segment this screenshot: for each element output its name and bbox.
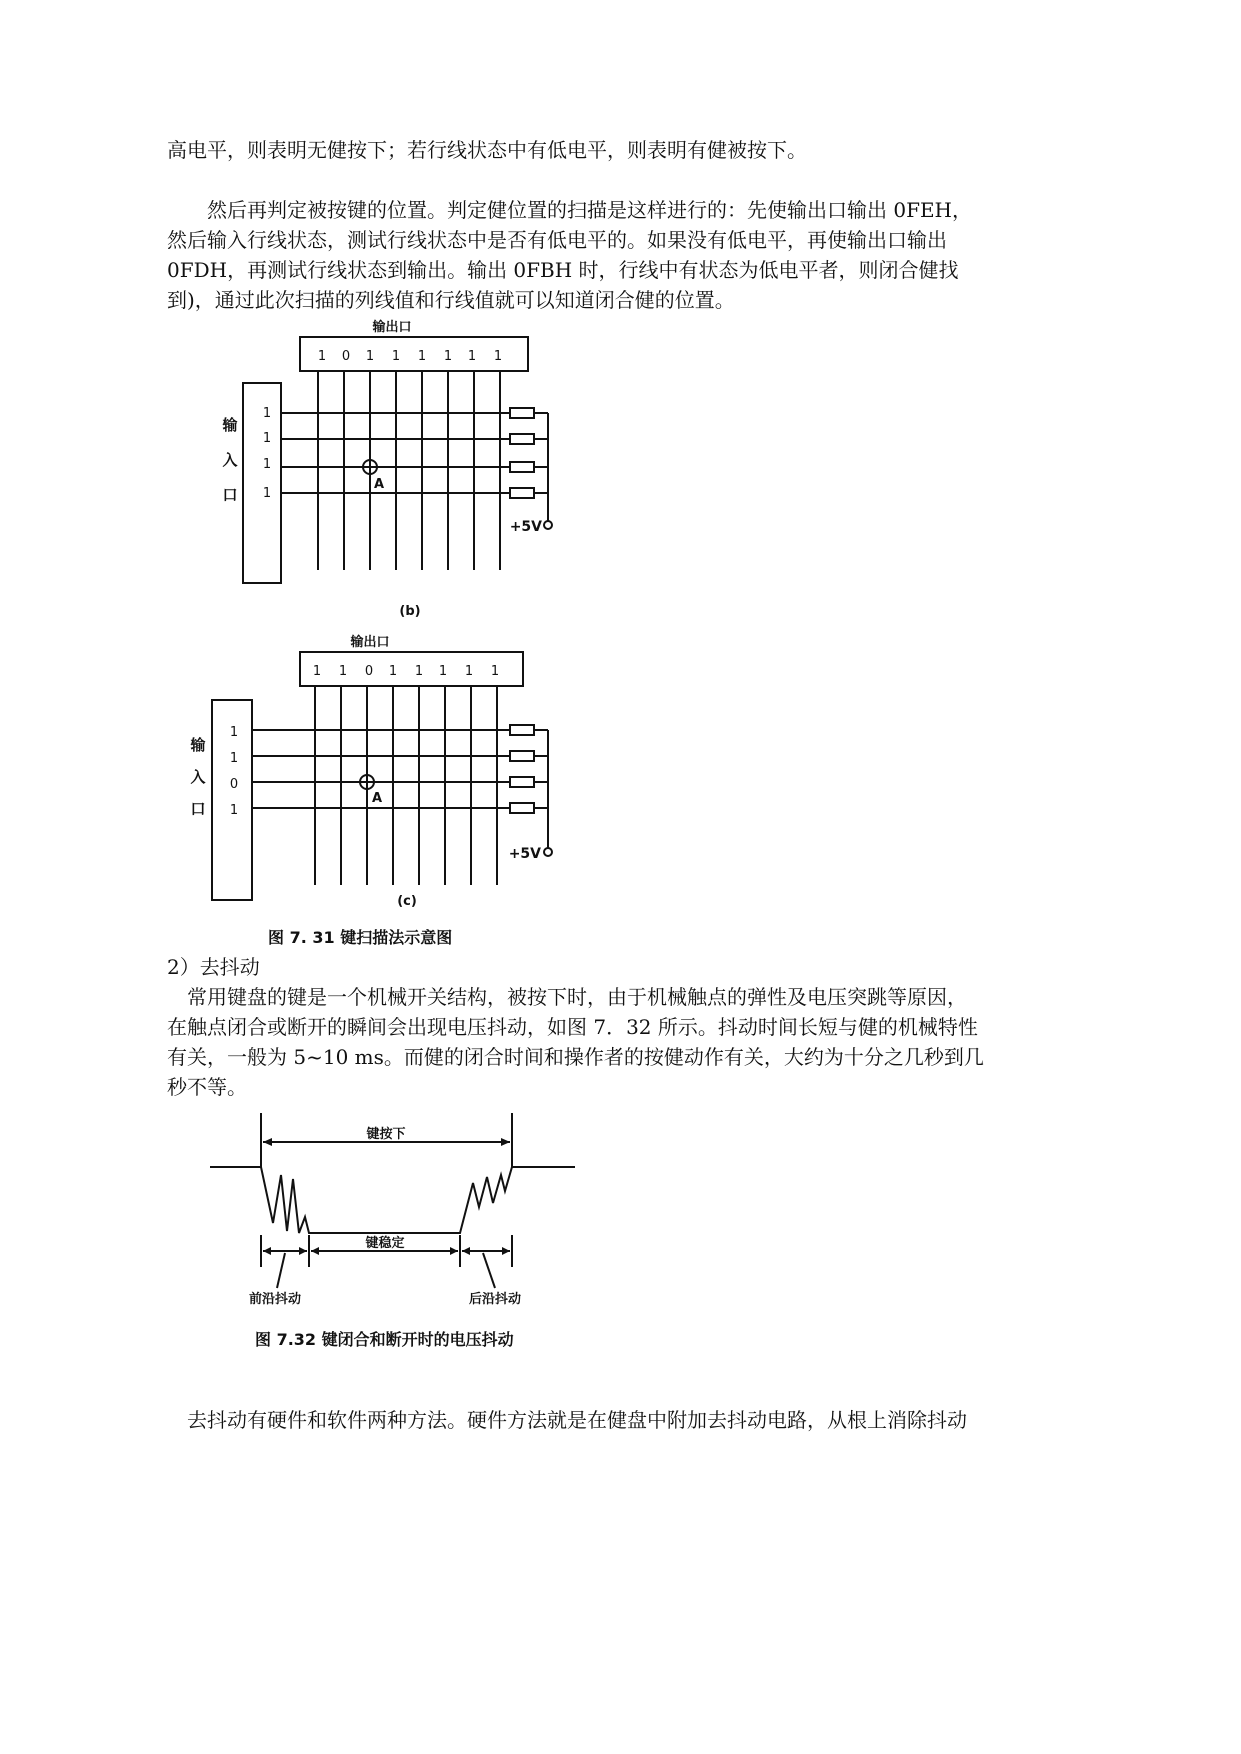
output-bit: 1 [338, 664, 348, 679]
key-point-a [363, 460, 377, 474]
output-port-label: 输出口 [372, 320, 412, 335]
input-port-char: 输 [190, 736, 206, 754]
input-port-char: 口 [190, 800, 206, 818]
column-lines [318, 371, 500, 570]
supply-label: +5V [508, 846, 541, 862]
leader-line [277, 1253, 285, 1288]
input-bit: 1 [262, 486, 272, 501]
voltage-waveform [210, 1167, 575, 1233]
output-bit: 1 [443, 349, 453, 364]
figure-caption: 图 7.32 键闭合和断开时的电压抖动 [255, 1330, 514, 1349]
output-bit: 1 [490, 664, 500, 679]
paragraph-line: 然后输入行线状态，测试行线状态中是否有低电平的。如果没有低电平，再使输出口输出 [167, 228, 947, 252]
paragraph-line: 然后再判定被按键的位置。判定健位置的扫描是这样进行的：先使输出口输出 0FEH， [207, 198, 972, 222]
output-bit: 1 [388, 664, 398, 679]
paragraph-line: 常用键盘的键是一个机械开关结构，被按下时，由于机械触点的弹性及电压突跳等原因， [187, 985, 967, 1009]
output-bit: 0 [341, 349, 351, 364]
point-label: A [372, 791, 383, 806]
paragraph-line: 秒不等。 [167, 1075, 247, 1099]
keyboard-scan-diagram-c [175, 630, 575, 915]
key-bounce-waveform [205, 1105, 595, 1350]
section-heading: 2）去抖动 [167, 955, 260, 979]
label-pressed: 键按下 [366, 1127, 406, 1142]
label-leading-bounce: 前沿抖动 [248, 1292, 302, 1307]
leader-line [483, 1253, 495, 1288]
column-lines [315, 686, 497, 885]
pullup-resistors [510, 725, 548, 848]
input-bit: 1 [262, 431, 272, 446]
output-bit: 1 [391, 349, 401, 364]
output-bit: 1 [312, 664, 322, 679]
input-port-char: 输 [222, 416, 238, 434]
input-bit: 1 [262, 457, 272, 472]
input-port-char: 入 [222, 451, 238, 469]
output-bit: 0 [364, 664, 374, 679]
paragraph-line: 到)，通过此次扫描的列线值和行线值就可以知道闭合健的位置。 [167, 288, 735, 312]
output-bit: 1 [365, 349, 375, 364]
input-bit: 1 [229, 803, 239, 818]
output-bit: 1 [467, 349, 477, 364]
supply-terminal [544, 521, 552, 529]
label-stable: 键稳定 [365, 1236, 405, 1251]
output-bit: 1 [417, 349, 427, 364]
output-bit: 1 [493, 349, 503, 364]
pullup-resistors [510, 408, 548, 521]
key-point-a [360, 775, 374, 789]
paragraph-line: 0FDH，再测试行线状态到输出。输出 0FBH 时，行线中有状态为低电平者，则闭合健找 [167, 258, 959, 282]
paragraph-line: 去抖动有硬件和软件两种方法。硬件方法就是在健盘中附加去抖动电路，从根上消除抖动 [187, 1408, 967, 1432]
output-port-box [300, 652, 523, 686]
output-bit: 1 [464, 664, 474, 679]
paragraph-line: 有关，一般为 5~10 ms。而健的闭合时间和操作者的按健动作有关，大约为十分之几秒到几 [167, 1045, 984, 1069]
figure-caption: 图 7. 31 键扫描法示意图 [268, 928, 453, 947]
output-bit: 1 [317, 349, 327, 364]
input-bit: 0 [229, 777, 239, 792]
supply-terminal [544, 848, 552, 856]
paragraph-line: 在触点闭合或断开的瞬间会出现电压抖动，如图 7．32 所示。抖动时间长短与健的机械特性 [167, 1015, 978, 1039]
input-bit: 1 [229, 725, 239, 740]
paragraph-line: 高电平，则表明无健按下；若行线状态中有低电平，则表明有健被按下。 [167, 138, 807, 162]
keyboard-scan-diagram-b [200, 315, 580, 619]
input-bit: 1 [262, 406, 272, 421]
sub-caption: (b) [399, 604, 421, 619]
label-trailing-bounce: 后沿抖动 [468, 1292, 522, 1307]
output-bit: 1 [414, 664, 424, 679]
point-label: A [374, 477, 385, 492]
input-bit: 1 [229, 751, 239, 766]
input-port-char: 口 [222, 486, 238, 504]
sub-caption: (c) [397, 894, 417, 909]
supply-label: +5V [509, 519, 542, 535]
output-port-label: 输出口 [350, 635, 390, 650]
input-port-char: 入 [190, 768, 206, 786]
output-bit: 1 [438, 664, 448, 679]
